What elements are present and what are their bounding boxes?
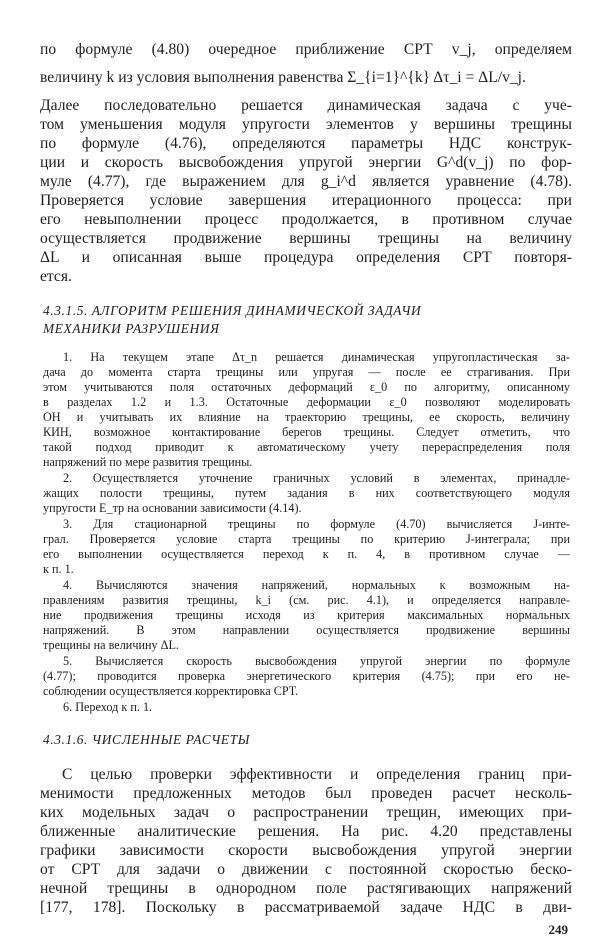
step-line: (4.77); проводится проверка энергетического критерия (4.75); при его не- (43, 669, 570, 683)
text-line: том уменьшения модуля упругости элементов у вершины трещины (40, 116, 572, 133)
step-line: напряжений. В этом направлении осуществляется продвижение вершины (43, 623, 570, 637)
step-line: 3. Для стационарной трещины по формуле (4.70) вычисляется J-инте- (63, 517, 570, 531)
step-line: жащих полости трещины, путем задания в них соответствующего модуля (43, 486, 570, 500)
step-line: дача до момента старта трещины или упругая — после ее страгивания. При (43, 365, 570, 379)
text-line: по формуле (4.80) очередное приближение СРТ v_j, определяем (40, 41, 572, 58)
step-line: этом учитываются поля остаточных деформаций ε_0 по алгоритму, описанному (43, 380, 570, 394)
page-number: 249 (548, 922, 568, 937)
text-line: от СРТ для задачи о движении с постоянной скоростью беско- (40, 861, 572, 878)
section-heading: МЕХАНИКИ РАЗРУШЕНИЯ (43, 321, 220, 336)
text-line: графики зависимости скорости высвобождения упругой энергии (40, 842, 572, 859)
step-line: упругости E_тр на основании зависимости (4.14). (43, 501, 302, 515)
text-line: ется. (40, 268, 72, 285)
text-line: ких модельных задач о распространении трещин, имеющих при- (40, 804, 572, 821)
step-line: 4. Вычисляются значения напряжений, нормальных к возможным на- (63, 578, 570, 592)
text-line: ближенные аналитические решения. На рис. 4.20 представлены (40, 823, 572, 840)
step-line: ОН и учитывать их влияние на траекторию трещины, ее скорость, величину (43, 410, 570, 424)
step-line: трещины на величину ΔL. (43, 638, 179, 652)
step-line: 2. Осуществляется уточнение граничных условий в элементах, принадле- (63, 471, 570, 485)
step-line: 5. Вычисляется скорость высвобождения упругой энергии по формуле (63, 654, 570, 668)
text-line: ции и скорость высвобождения упругой энергии G^d(v_j) по фор- (40, 154, 572, 171)
text-line: муле (4.77), где выражением для g_i^d является уравнение (4.78). (40, 173, 572, 190)
text-line: С целью проверки эффективности и определения границ при- (62, 766, 572, 783)
section-heading: 4.3.1.6. ЧИСЛЕННЫЕ РАСЧЕТЫ (43, 732, 251, 747)
text-line: менимости предложенных методов был проведен расчет несколь- (40, 785, 572, 802)
step-line: ние продвижения трещины исходя из критерия максимальных нормальных (43, 608, 570, 622)
step-line: соблюдении осуществляется корректировка СРТ. (43, 684, 299, 698)
step-line: 1. На текущем этапе Δτ_n решается динамическая упругопластическая за- (63, 350, 570, 364)
step-line: 6. Переход к п. 1. (63, 700, 153, 714)
text-line: Далее последовательно решается динамическая задача с уче- (40, 97, 572, 114)
text-line: по формуле (4.76), определяются параметры НДС конструк- (40, 135, 572, 152)
step-line: правлениям развития трещины, k_i (см. рис. 4.1), и определяется направле- (43, 593, 570, 607)
text-line: Проверяется условие завершения итерационного процесса: при (40, 192, 572, 209)
step-line: его выполнении осуществляется переход к п. 4, в противном случае — (43, 547, 570, 561)
text-line: его невыполнении процесс продолжается, в противном случае (40, 211, 572, 228)
section-heading: 4.3.1.5. АЛГОРИТМ РЕШЕНИЯ ДИНАМИЧЕСКОЙ ЗАДАЧИ (43, 303, 422, 318)
text-line: осуществляется продвижение вершины трещины на величину (40, 230, 572, 247)
step-line: грал. Проверяется условие старта трещины по критерию J-интеграла; при (43, 532, 570, 546)
step-line: к п. 1. (43, 562, 74, 576)
step-line: такой подход приводит к автоматическому учету перераспределения поля (43, 440, 570, 454)
text-line: нечной трещины в однородном поле растягивающих напряжений (40, 880, 572, 897)
text-line: ΔL и описанная выше процедура определения СРТ повторя- (40, 249, 572, 266)
step-line: напряжений по мере развития трещины. (43, 455, 253, 469)
step-line: в разделах 1.2 и 1.3. Остаточные деформации ε_0 позволяют моделировать (43, 395, 570, 409)
step-line: КИН, возможное контактирование берегов трещины. Следует отметить, что (43, 425, 570, 439)
text-line: величину k из условия выполнения равенства Σ_{i=1}^{k} Δτ_i = ΔL/v_j. (40, 69, 526, 86)
text-line: [177, 178]. Поскольку в рассматриваемой задаче НДС в дви- (40, 899, 572, 916)
